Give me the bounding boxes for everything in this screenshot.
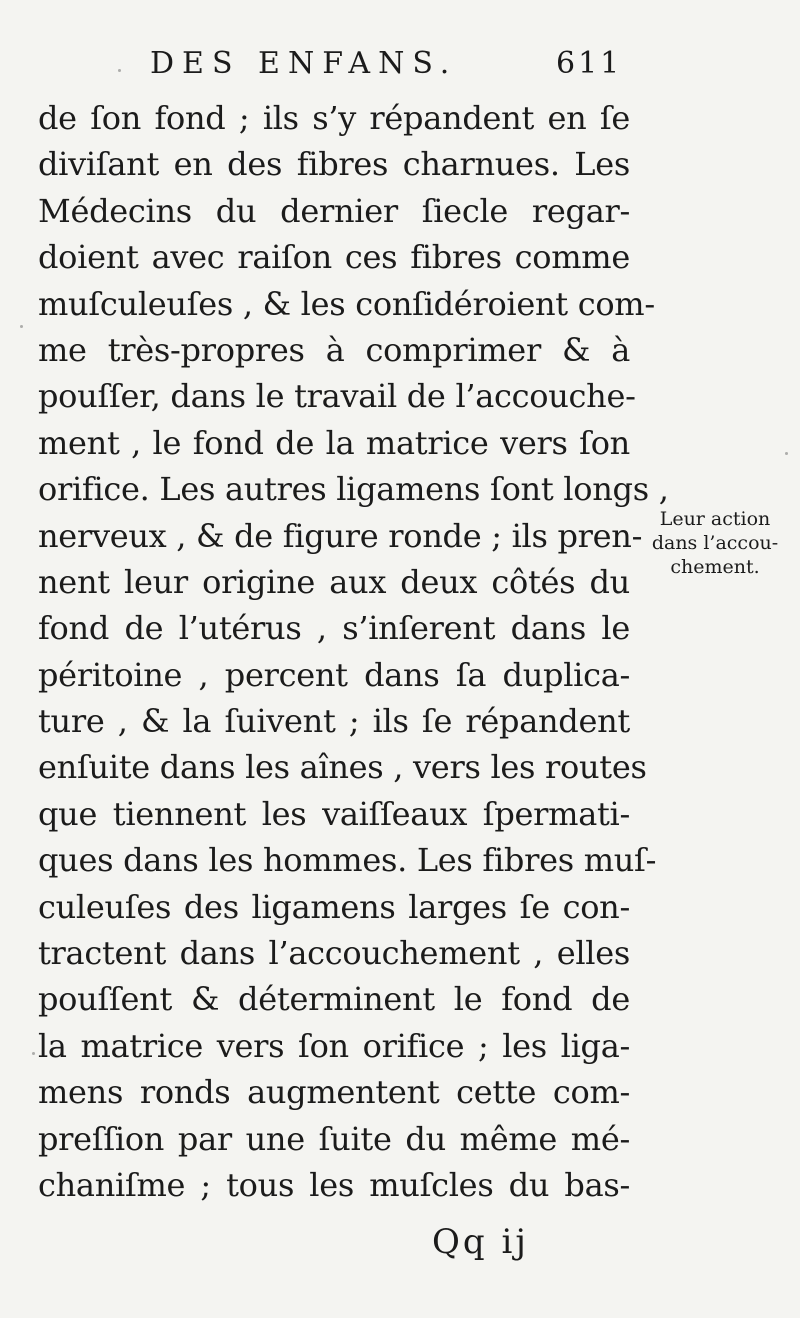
margin-note-line: chement.: [670, 556, 760, 578]
text-line: péritoine , percent dans ſa duplica-: [38, 655, 630, 694]
text-line: nerveux , & de figure ronde ; ils pren-: [38, 516, 643, 555]
running-title: DES ENFANS.: [150, 46, 458, 81]
text-line: ques dans les hommes. Les fibres muſ-: [38, 841, 657, 880]
text-line: ment , le fond de la matrice vers ſon: [38, 423, 630, 462]
page-number: 611: [556, 46, 623, 81]
text-line: nent leur origine aux deux côtés du: [38, 562, 630, 601]
text-line: de ſon fond ; ils s’y répandent en ſe: [38, 99, 630, 137]
paper-speck: [20, 325, 23, 328]
text-line: preſſion par une ſuite du même mé-: [38, 1119, 630, 1158]
text-line: la matrice vers ſon orifice ; les liga-: [38, 1026, 630, 1065]
text-line: enſuite dans les aînes , vers les routes: [38, 748, 647, 787]
text-line: diviſant en des fibres charnues. Les: [38, 145, 630, 184]
paper-speck: [118, 69, 121, 72]
paper-speck: [32, 1052, 35, 1055]
margin-note-line: dans l’accou-: [651, 532, 779, 554]
paper-speck: [785, 452, 788, 455]
signature-mark: Qq ij: [432, 1222, 529, 1262]
text-line: doient avec raiſon ces fibres comme: [38, 238, 630, 277]
text-line: me très-propres à comprimer & à: [38, 330, 630, 369]
text-line: muſculeuſes , & les conſidéroient com-: [38, 284, 655, 323]
margin-note-line: Leur action: [659, 508, 771, 530]
text-line: tractent dans l’accouchement , elles: [38, 934, 630, 973]
text-line: Médecins du dernier ſiecle regar-: [38, 191, 630, 230]
text-line: chaniſme ; tous les muſcles du bas-: [38, 1165, 630, 1204]
text-line: culeuſes des ligamens larges ſe con-: [38, 887, 630, 926]
text-line: mens ronds augmentent cette com-: [38, 1073, 630, 1112]
text-line: fond de l’utérus , s’inſerent dans le: [38, 609, 630, 648]
text-line: ture , & la ſuivent ; ils ſe répandent: [38, 702, 630, 741]
text-line: orifice. Les autres ligamens ſont longs ,: [38, 470, 669, 509]
body-text: [38, 95, 669, 1208]
text-line: pouſſer, dans le travail de l’accouche-: [38, 377, 636, 416]
text-line: pouſſent & déterminent le fond de: [38, 980, 630, 1019]
text-line: que tiennent les vaiſſeaux ſpermati-: [38, 794, 630, 833]
margin-note: [636, 507, 794, 579]
